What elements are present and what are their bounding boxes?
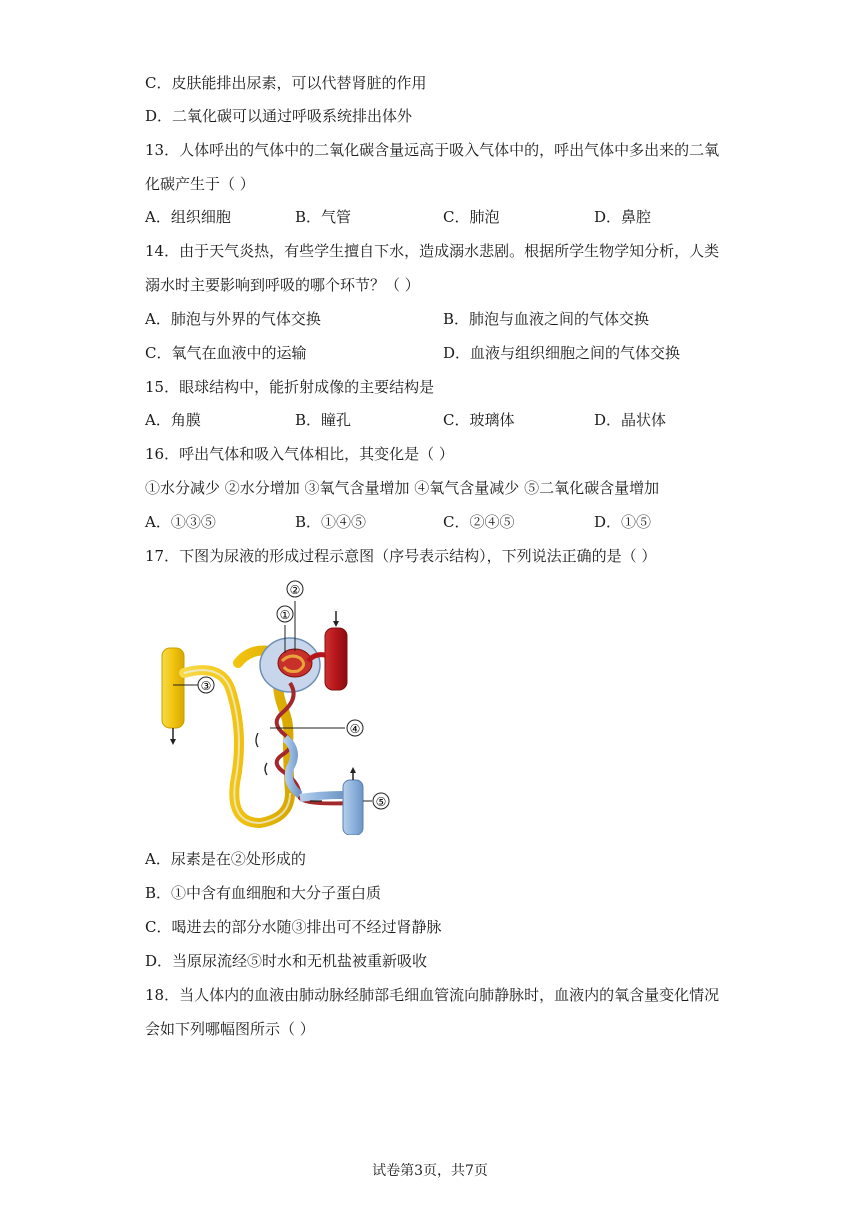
q13-option-d: D．鼻腔 [594, 208, 652, 226]
svg-text:②: ② [289, 583, 301, 597]
svg-text:④: ④ [349, 722, 361, 736]
renal-artery [325, 628, 347, 690]
page-footer: 试卷第3页，共7页 [372, 1163, 488, 1179]
svg-text:①: ① [279, 608, 291, 622]
q15-option-b: B．瞳孔 [295, 411, 352, 429]
q17-option-a: A．尿素是在②处形成的 [145, 850, 306, 868]
q17-option-c: C．喝进去的部分水随③排出可不经过肾静脉 [145, 918, 442, 936]
q13-stem-line1: 13．人体呼出的气体中的二氧化碳含量远高于吸入气体中的，呼出气体中多出来的二氧 [145, 141, 720, 159]
q16-option-d: D．①⑤ [594, 513, 652, 531]
q15-option-a: A．角膜 [145, 411, 201, 429]
q18-stem-line2: 会如下列哪幅图所示（ ） [145, 1020, 315, 1038]
q14-stem-line2: 溺水时主要影响到呼吸的哪个环节？（ ） [145, 276, 420, 294]
q14-option-c: C．氧气在血液中的运输 [145, 344, 307, 362]
q14-stem-line1: 14．由于天气炎热，有些学生擅自下水，造成溺水悲剧。根据所学生物学知分析，人类 [145, 242, 720, 260]
q17-option-b: B．①中含有血细胞和大分子蛋白质 [145, 884, 382, 902]
q17-stem: 17．下图为尿液的形成过程示意图（序号表示结构），下列说法正确的是（ ） [145, 547, 657, 565]
label-2 [287, 581, 303, 597]
q16-option-b: B．①④⑤ [295, 513, 367, 531]
label-4 [347, 720, 363, 736]
q13-option-a: A．组织细胞 [145, 208, 231, 226]
q18-stem-line1: 18．当人体内的血液由肺动脉经肺部毛细血管流向肺静脉时，血液内的氧含量变化情况 [145, 986, 720, 1004]
q17-option-d: D．当原尿流经⑤时水和无机盐被重新吸收 [145, 952, 428, 970]
q14-option-a: A．肺泡与外界的气体交换 [145, 310, 321, 328]
q15-option-c: C．玻璃体 [443, 411, 515, 429]
q16-stem: 16．呼出气体和吸入气体相比，其变化是（ ） [145, 445, 454, 463]
label-1 [277, 606, 293, 622]
q15-stem: 15．眼球结构中，能折射成像的主要结构是 [145, 378, 435, 396]
label-3 [198, 677, 214, 693]
q16-option-c: C．②④⑤ [443, 513, 515, 531]
q14-option-b: B．肺泡与血液之间的气体交换 [443, 310, 650, 328]
q15-option-d: D．晶状体 [594, 411, 667, 429]
q16-option-a: A．①③⑤ [145, 513, 216, 531]
svg-text:⑤: ⑤ [375, 795, 387, 809]
nephron-diagram [150, 573, 400, 835]
q13-option-b: B．气管 [295, 208, 352, 226]
q12-option-d: D．二氧化碳可以通过呼吸系统排出体外 [145, 107, 413, 125]
q13-option-c: C．肺泡 [443, 208, 500, 226]
q14-option-d: D．血液与组织细胞之间的气体交换 [443, 344, 681, 362]
svg-text:③: ③ [200, 679, 212, 693]
q12-option-c: C．皮肤能排出尿素，可以代替肾脏的作用 [145, 74, 427, 92]
collecting-duct [162, 648, 184, 728]
renal-vein [343, 780, 363, 835]
q16-choices: ①水分减少 ②水分增加 ③氧气含量增加 ④氧气含量减少 ⑤二氧化碳含量增加 [145, 479, 660, 497]
q13-stem-line2: 化碳产生于（ ） [145, 175, 255, 193]
label-5 [373, 793, 389, 809]
